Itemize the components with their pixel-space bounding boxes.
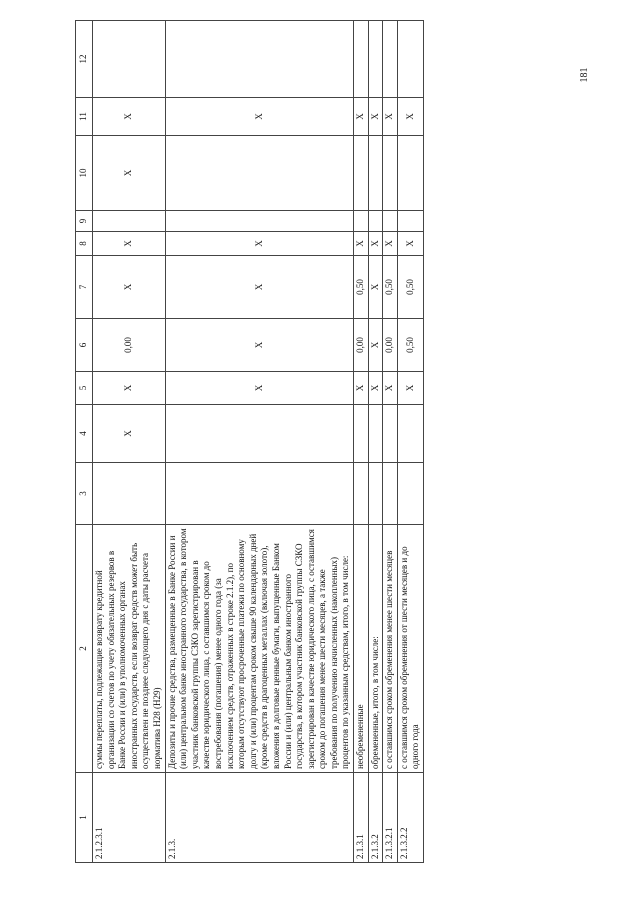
cell: 0,50 (397, 256, 423, 319)
table-row (397, 21, 423, 863)
col-header: 3 (76, 463, 93, 525)
cell (165, 136, 354, 211)
cell: X (93, 136, 166, 211)
cell: X (383, 232, 398, 256)
cell: X (165, 319, 354, 372)
row-code: 2.1.3.1 (354, 773, 369, 863)
cell (383, 21, 398, 98)
cell (397, 136, 423, 211)
cell: X (165, 256, 354, 319)
cell: X (165, 372, 354, 405)
cell: 0,50 (383, 256, 398, 319)
col-header: 10 (76, 136, 93, 211)
col-header: 8 (76, 232, 93, 256)
header-row (76, 21, 93, 863)
cell (397, 405, 423, 463)
table-row (383, 21, 398, 863)
row-text: суммы переплаты, подлежащие возврату кредитной организации со счетов по учету обязательных резервов в Банке России и (или) в уполномоченных органах иностранных государств, если возврат средств может быть осуществлен не позднее следующего дня с даты расчета норматива Н28 (Н29) (93, 525, 166, 773)
col-header: 6 (76, 319, 93, 372)
cell: X (368, 319, 383, 372)
cell (368, 405, 383, 463)
cell (397, 21, 423, 98)
table-row (354, 21, 369, 863)
cell: X (383, 372, 398, 405)
cell: X (397, 98, 423, 136)
cell: 0,50 (354, 256, 369, 319)
cell (93, 21, 166, 98)
cell: X (93, 256, 166, 319)
row-text: с оставшимся сроком обременения от шести месяцев и до одного года (397, 525, 423, 773)
cell (383, 136, 398, 211)
row-text: необремененные (354, 525, 369, 773)
cell: X (354, 98, 369, 136)
cell (165, 21, 354, 98)
cell (354, 463, 369, 525)
rotated-page (75, 21, 560, 863)
col-header: 9 (76, 211, 93, 232)
cell: X (93, 232, 166, 256)
cell (368, 136, 383, 211)
cell: 0,00 (354, 319, 369, 372)
row-text: обремененные, итого, в том числе: (368, 525, 383, 773)
cell: X (165, 232, 354, 256)
cell: X (93, 405, 166, 463)
col-header: 1 (76, 773, 93, 863)
col-header: 11 (76, 98, 93, 136)
cell (368, 21, 383, 98)
cell: 0,50 (397, 319, 423, 372)
cell (383, 211, 398, 232)
col-header: 4 (76, 405, 93, 463)
cell: X (397, 232, 423, 256)
cell (368, 211, 383, 232)
cell: X (368, 232, 383, 256)
cell (165, 211, 354, 232)
row-text: с оставшимся сроком обременения менее шести месяцев (383, 525, 398, 773)
cell: 0,00 (383, 319, 398, 372)
cell (93, 211, 166, 232)
cell (368, 463, 383, 525)
row-code: 2.1.3.2 (368, 773, 383, 863)
cell (165, 405, 354, 463)
cell: X (93, 98, 166, 136)
cell (354, 136, 369, 211)
cell: X (354, 372, 369, 405)
row-code: 2.1.2.3.1 (93, 773, 166, 863)
cell: X (383, 98, 398, 136)
cell (354, 21, 369, 98)
cell (397, 463, 423, 525)
cell (383, 463, 398, 525)
row-code: 2.1.3. (165, 773, 354, 863)
col-header: 2 (76, 525, 93, 773)
cell: X (165, 98, 354, 136)
table-row (93, 21, 166, 863)
cell (354, 211, 369, 232)
cell: X (368, 98, 383, 136)
col-header: 12 (76, 21, 93, 98)
row-code: 2.1.3.2.2 (397, 773, 423, 863)
table-row (368, 21, 383, 863)
table-row (165, 21, 354, 863)
cell (93, 463, 166, 525)
cell: 0,00 (93, 319, 166, 372)
col-header: 7 (76, 256, 93, 319)
cell: X (93, 372, 166, 405)
cell (397, 211, 423, 232)
row-code: 2.1.3.2.1 (383, 773, 398, 863)
cell (165, 463, 354, 525)
cell: X (368, 256, 383, 319)
requirements-table (75, 20, 424, 863)
cell: X (368, 372, 383, 405)
row-text: Депозиты и прочие средства, размещенные в Банке России и (или) центральном банке иностранного государства, в котором участник банковской группы СЗКО зарегистрирован в качестве юридического лица, с оставшимся сроком до востребования (погашения) менее одного года (за исключением средств, отраженных в строке 2.1.2), по которым отсутствуют просроченные платежи по основному долгу и (или) процентам сроком свыше 90 календарных дней (кроме средств в драгоценных металлах (включая золото), вложения в долговые ценные бумаги, выпущенные Банком России и (или) центральным банком иностранного государства, в котором участник банковской группы СЗКО зарегистрирован в качестве юридического лица, с оставшимся сроком до погашения менее шести месяцев, а также требования по получению начисленных (накопленных) процентов по указанным средствам, итого, в том числе: (165, 525, 354, 773)
page-number: 181 (579, 67, 590, 83)
cell (383, 405, 398, 463)
col-header: 5 (76, 372, 93, 405)
cell: X (354, 232, 369, 256)
cell: X (397, 372, 423, 405)
cell (354, 405, 369, 463)
